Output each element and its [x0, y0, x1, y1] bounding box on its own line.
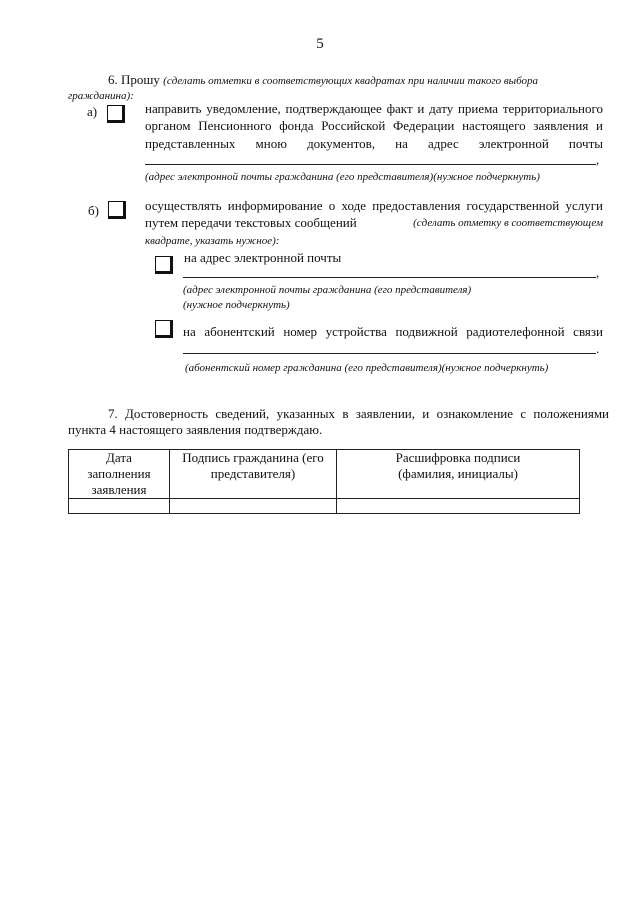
decoding-input-cell[interactable] [337, 499, 580, 514]
section7-line1: 7. Достоверность сведений, указанных в заявлении, и ознакомление с положениями [108, 406, 609, 421]
option-b-checkbox[interactable] [108, 201, 126, 219]
option-b-text-line3: квадрате, указать нужное): [145, 235, 280, 247]
option-a-text-line2: органом Пенсионного фонда Российской Федерации настоящего заявления и [145, 118, 603, 133]
signature-table-row [69, 499, 580, 514]
option-b-text-line1: осуществлять информирование о ходе предоставления государственной услуги [145, 198, 603, 213]
section6-lead: Прошу [121, 72, 160, 87]
option-a-email-field[interactable] [145, 164, 596, 165]
signature-table-header-row [69, 450, 580, 499]
header-decoding-line2: (фамилия, инициалы) [398, 466, 518, 481]
sub-phone-field-end: . [596, 341, 600, 356]
option-b-marker: б) [88, 203, 99, 218]
header-signature-line2: представителя) [210, 466, 296, 481]
sub-phone-caption: (абонентский номер гражданина (его представителя)(нужное подчеркнуть) [185, 362, 549, 374]
option-b-line2-italic: (сделать отметку в соответствующем [413, 217, 603, 229]
sub-phone-checkbox[interactable] [155, 320, 173, 338]
header-date-line1: Дата [106, 450, 132, 465]
header-signature-cell [170, 450, 337, 499]
sub-email-field[interactable] [183, 277, 596, 278]
date-input-cell[interactable] [69, 499, 170, 514]
page-number: 5 [316, 36, 324, 52]
sub-email-label: на адрес электронной почты [184, 250, 342, 265]
header-decoding-line1: Расшифровка подписи [395, 450, 521, 465]
sub-phone-field[interactable] [183, 353, 596, 354]
option-a-text-line3: представленных мною документов, на адрес электронной почты [145, 136, 603, 151]
section6-instruction: (сделать отметки в соответствующих квадратах при наличии такого выбора [163, 75, 538, 87]
sub-email-field-end: , [596, 265, 600, 280]
section6-instruction-cont: гражданина): [68, 90, 134, 102]
header-decoding-cell [337, 450, 580, 499]
section7-line2: пункта 4 настоящего заявления подтверждаю. [68, 422, 323, 437]
sub-email-checkbox[interactable] [155, 256, 173, 274]
section6-heading [108, 72, 538, 89]
sub-phone-label: на абонентский номер устройства подвижной радиотелефонной связи [183, 324, 603, 339]
option-a-field-caption: (адрес электронной почты гражданина (его представителя)(нужное подчеркнуть) [145, 171, 540, 183]
section6-number: 6. [108, 72, 118, 87]
option-a-text-line1: направить уведомление, подтверждающее факт и дату приема территориального [145, 101, 603, 116]
option-b-line2-normal: путем передачи текстовых сообщений [145, 215, 357, 230]
sub-email-caption-2: (нужное подчеркнуть) [183, 299, 290, 311]
option-a-field-end: , [596, 152, 600, 167]
signature-table [68, 449, 580, 514]
option-a-marker: а) [87, 104, 98, 119]
header-date-line3: заявления [91, 482, 147, 497]
option-b-text-line2 [145, 215, 603, 231]
signature-input-cell[interactable] [170, 499, 337, 514]
header-date-line2: заполнения [87, 466, 151, 481]
header-signature-line1: Подпись гражданина (его [182, 450, 324, 465]
sub-email-caption-1: (адрес электронной почты гражданина (его представителя) [183, 284, 472, 296]
header-date-cell [69, 450, 170, 499]
option-a-checkbox[interactable] [107, 105, 125, 123]
